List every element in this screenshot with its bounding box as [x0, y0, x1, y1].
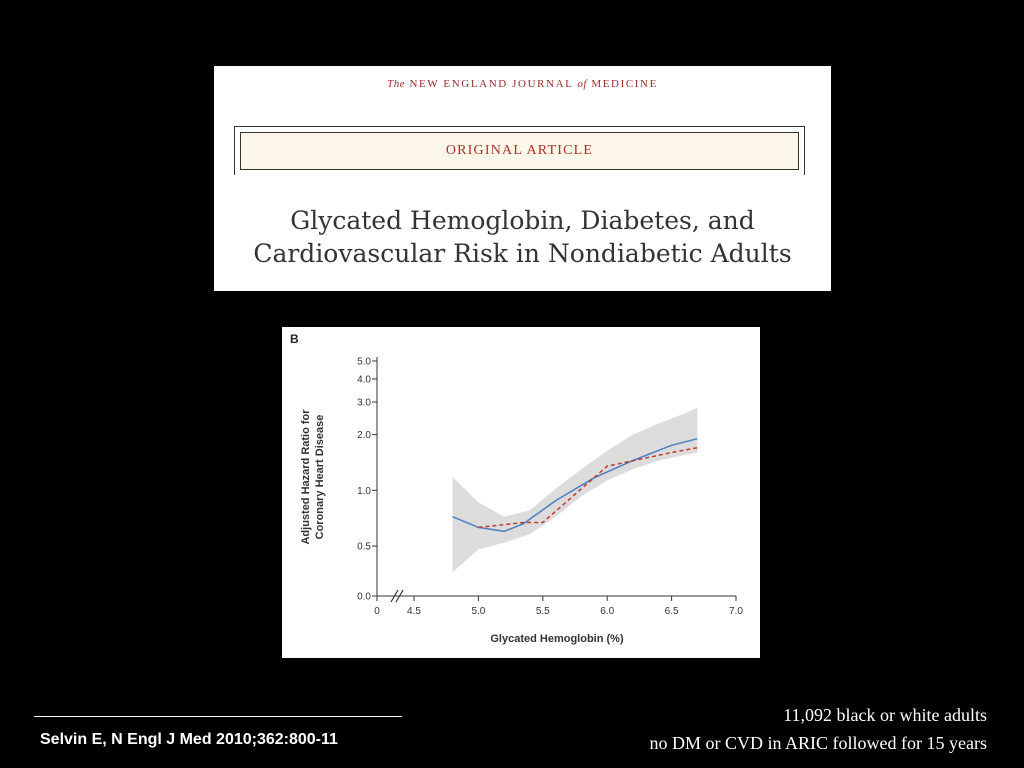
x-tick-label: 0	[374, 606, 380, 617]
chart-panel	[282, 327, 760, 658]
y-tick-label: 0.0	[357, 591, 371, 603]
study-note-line1: 11,092 black or white adults	[783, 705, 987, 725]
journal-name	[214, 78, 831, 90]
y-tick-label: 5.0	[357, 356, 371, 368]
x-axis-title: Glycated Hemoglobin (%)	[490, 633, 624, 645]
study-note-line2: no DM or CVD in ARIC followed for 15 years	[649, 733, 987, 753]
article-type-box	[240, 132, 799, 170]
panel-label: B	[290, 332, 299, 346]
hazard-ratio-chart	[282, 327, 760, 658]
x-tick-label: 6.0	[600, 606, 615, 617]
x-tick-label: 4.5	[407, 606, 421, 617]
y-axis-title-line2: Coronary Heart Disease	[314, 414, 326, 540]
journal-of: of	[577, 78, 587, 90]
x-tick-label: 5.0	[471, 606, 486, 617]
y-tick-label: 0.5	[357, 541, 371, 553]
y-tick-label: 2.0	[357, 430, 371, 442]
article-title	[214, 204, 831, 270]
y-tick-label: 4.0	[357, 374, 371, 386]
y-axis-title-line1: Adjusted Hazard Ratio for	[300, 409, 312, 545]
x-tick-label: 6.5	[664, 606, 679, 617]
x-tick-label: 5.5	[535, 606, 550, 617]
y-tick-label: 3.0	[357, 397, 371, 409]
x-tick-label: 7.0	[729, 606, 743, 617]
article-title-line2: Cardiovascular Risk in Nondiabetic Adults	[253, 239, 792, 268]
article-type: ORIGINAL ARTICLE	[445, 143, 594, 158]
article-header	[214, 66, 831, 291]
y-tick-label: 1.0	[357, 485, 371, 497]
article-type-frame	[234, 126, 805, 175]
article-title-line1: Glycated Hemoglobin, Diabetes, and	[290, 206, 755, 235]
journal-name-b: MEDICINE	[591, 78, 658, 90]
footer-divider	[34, 716, 402, 717]
citation: Selvin E, N Engl J Med 2010;362:800-11	[40, 731, 338, 748]
journal-name-a: NEW ENGLAND JOURNAL	[409, 78, 574, 90]
journal-prefix: The	[387, 78, 406, 90]
study-note	[650, 701, 987, 757]
